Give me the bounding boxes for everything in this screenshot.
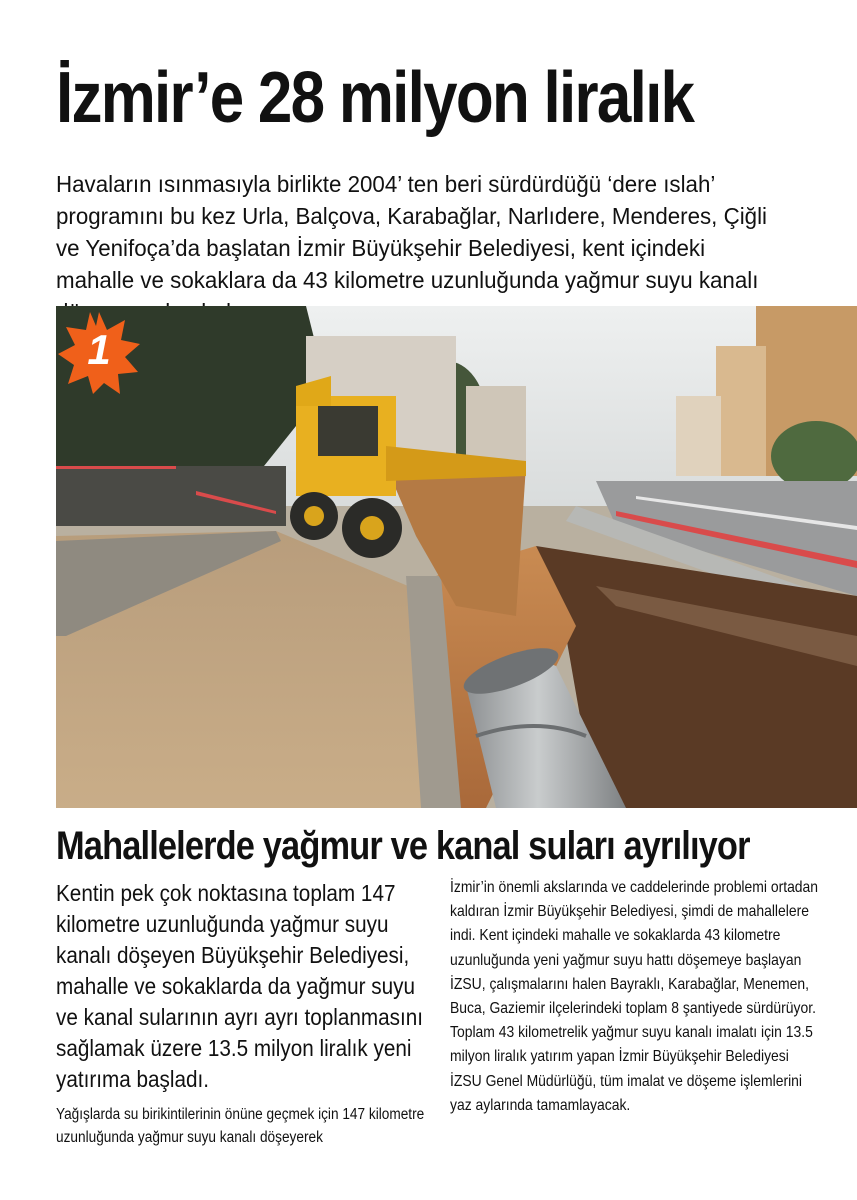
construction-photo (56, 306, 857, 808)
subheadline: Mahallelerde yağmur ve kanal suları ayrılıyor (56, 824, 750, 868)
left-column-lead: Kentin pek çok noktasına toplam 147 kilometre uzunluğunda yağmur suyu kanalı döşeyen Büyükşehir Belediyesi, mahalle ve sokaklarda da yağmur suyu ve kanal sularının ayrı ayrı toplanmasını sağlamak üzere 13.5 milyon liralık yeni yatırıma başladı. (56, 880, 424, 1092)
lede-paragraph: Havaların ısınmasıyla birlikte 2004’ ten beri sürdürdüğü ‘dere ıslah’ programını bu kez Urla, Balçova, Karabağlar, Narlıdere, Menderes, Çiğli ve Yenifoça’da başlatan İzmir Büyükşehir Belediyesi, kent içindeki mahalle ve sokaklara da 43 kilometre uzunluğunda yağmur suyu kanalı (56, 171, 768, 293)
photo-number-badge (58, 312, 140, 394)
badge-number: 1 (87, 326, 111, 373)
right-column-body: İzmir’in önemli akslarında ve caddelerinde problemi ortadan kaldıran İzmir Büyükşehir Belediyesi, şimdi de mahallelere indi. Kent içindeki mahalle ve sokaklarda 43 kilometre uzunluğunda yeni yağmur suyu hattı döşemeye başlayan İZSU, çalışmalarını halen Bayraklı, Karabağlar, Menemen, Buca, Gaziemir ilçelerindeki toplam 8 şantiyede sürdürüyor. Toplam 43 kilometrelik yağmur suyu kanalı imalatı için 13.5 milyon liralık yatırım yapan İzmir Büyükşehir Belediyesi İZSU Genel Müdürlüğü, tüm imalat ve döşeme işlemlerini yaz aylarında tamamlayacak. (450, 879, 819, 1114)
left-column-body: Yağışlarda su birikintilerinin önüne geçmek için 147 kilometre uzunluğunda yağmur suyu kanalı döşeyerek (56, 1106, 425, 1146)
headline: İzmir’e 28 milyon liralık (56, 58, 694, 138)
left-column (56, 878, 436, 1149)
